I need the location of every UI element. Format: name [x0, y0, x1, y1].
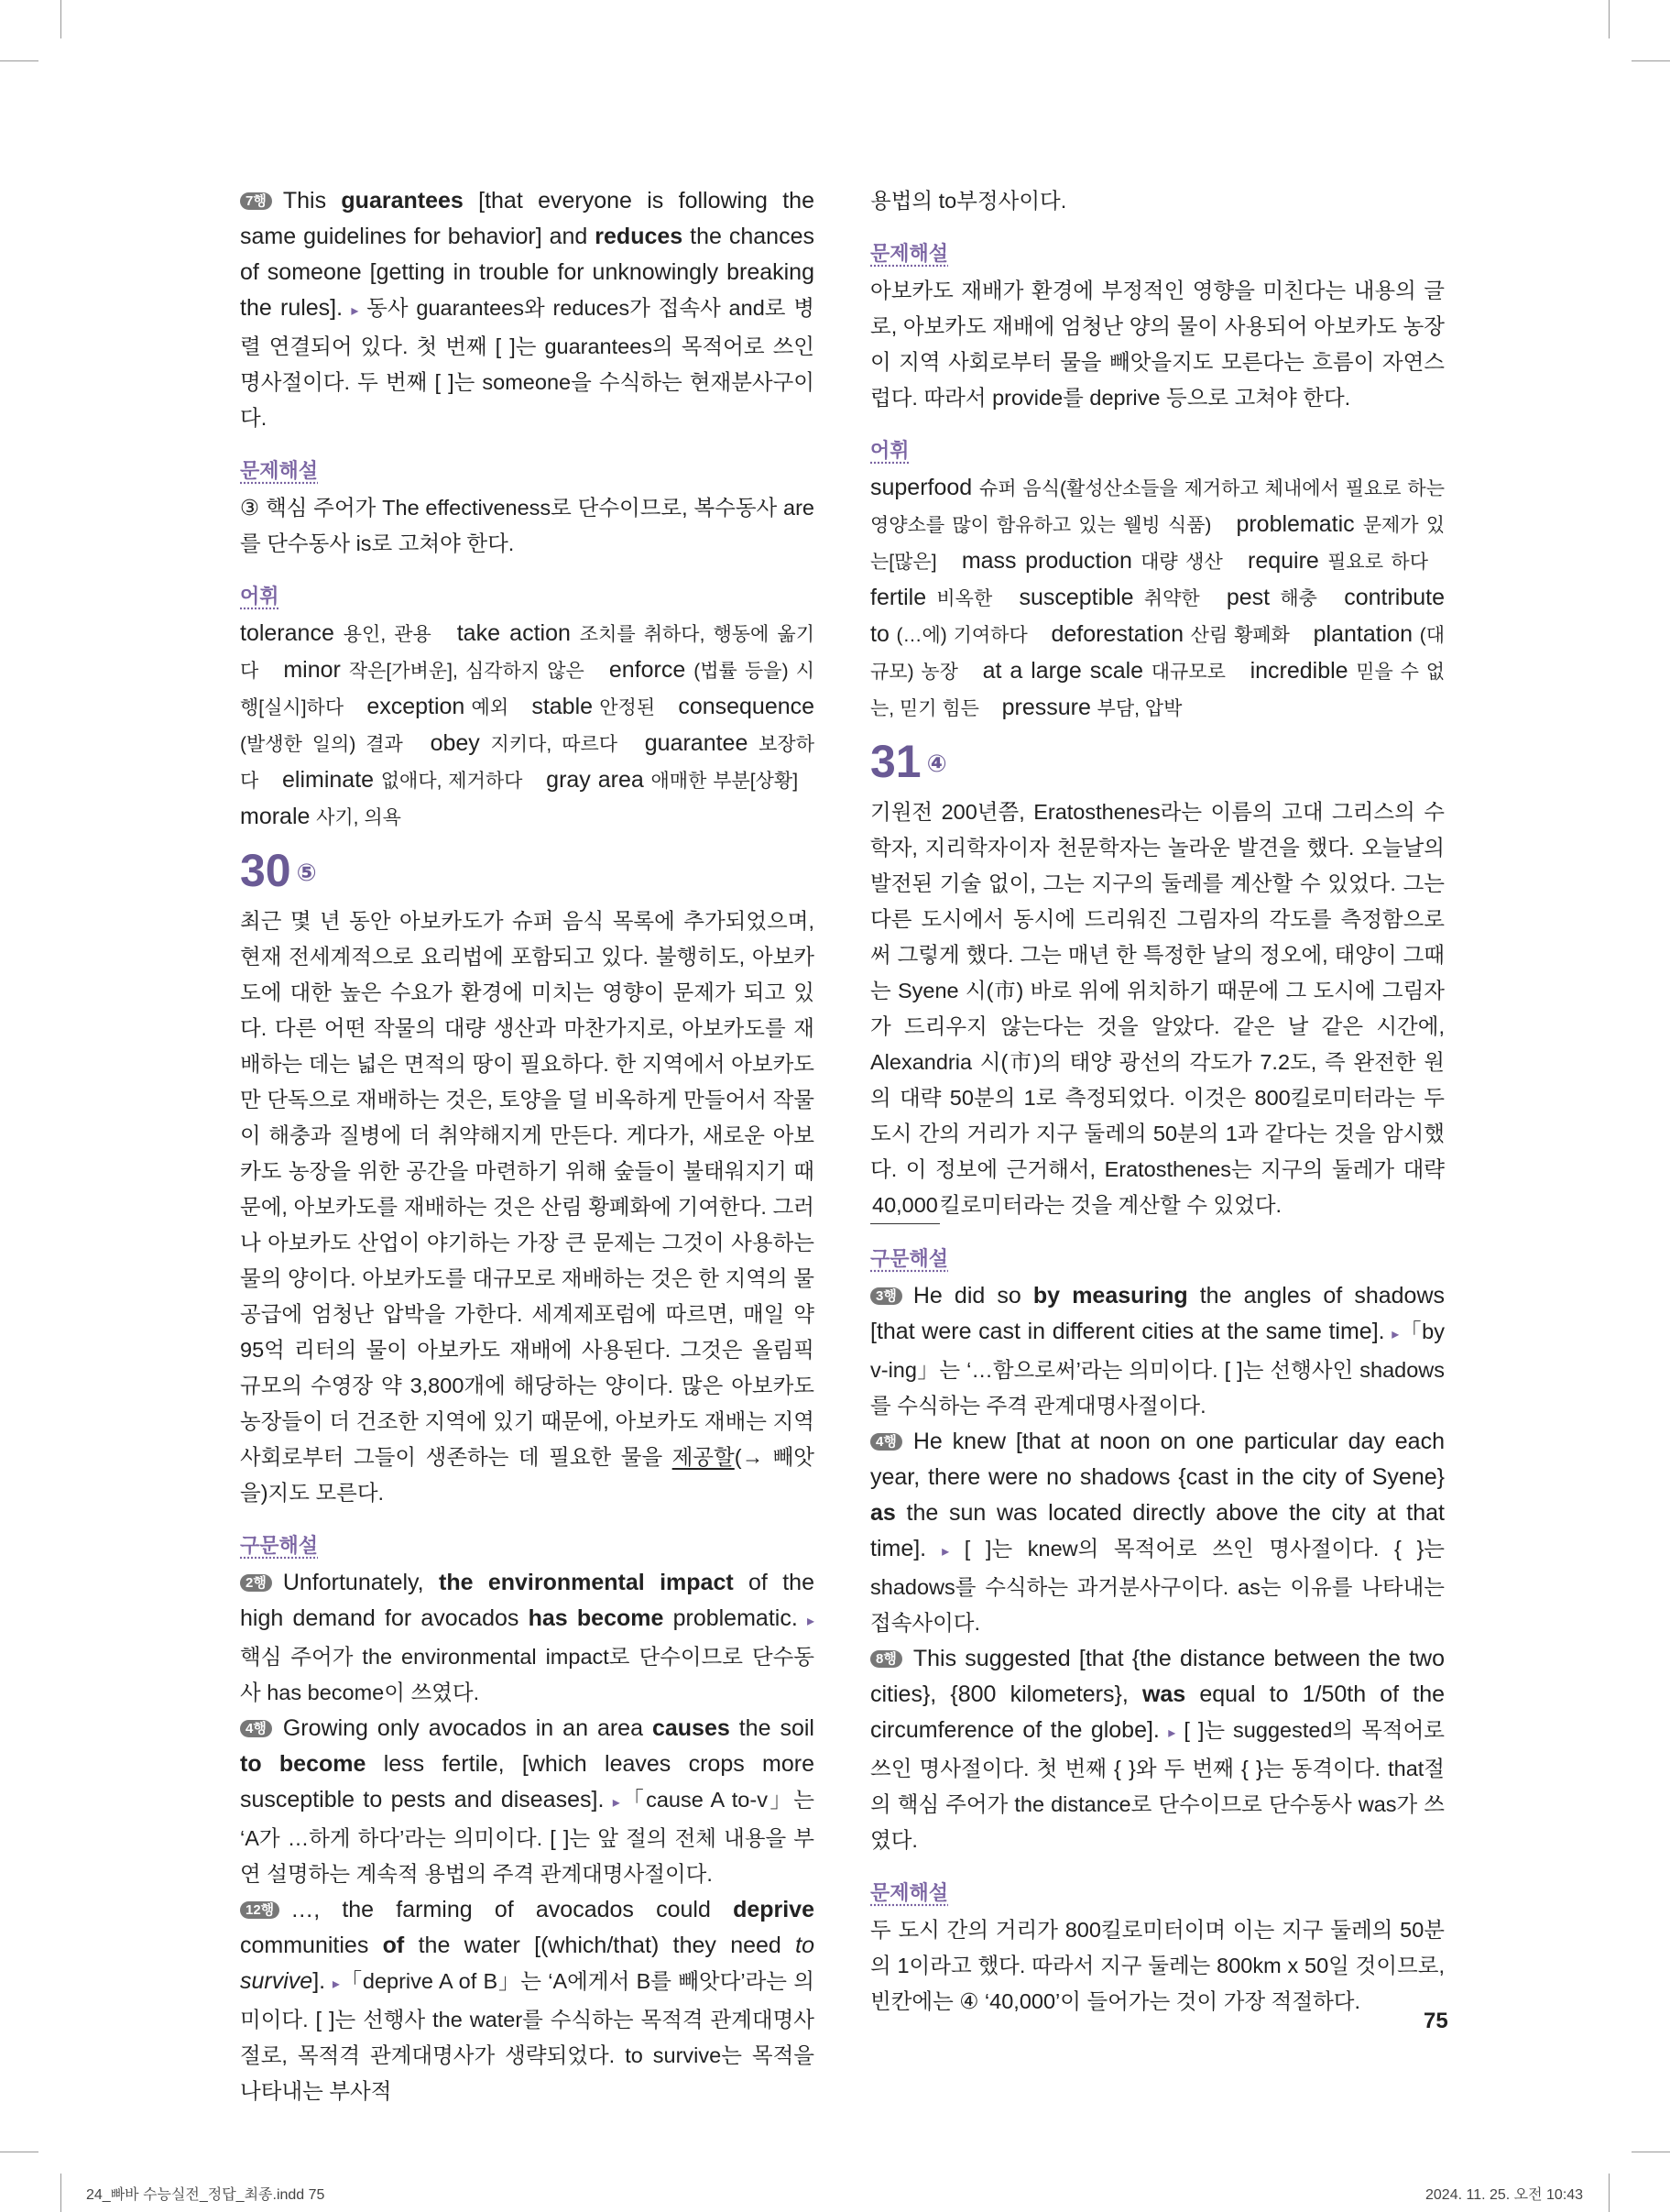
- footer-timestamp: 2024. 11. 25. 오전 10:43: [1425, 2187, 1584, 2203]
- section-heading-syntax: 구문해설: [870, 1247, 949, 1270]
- arrow-icon: ▸: [942, 1544, 950, 1560]
- footer-filename: 24_빠바 수능실전_정답_최종.indd 75: [86, 2187, 325, 2203]
- crop-mark: [60, 2174, 61, 2212]
- explanation-text: 아보카도 재배가 환경에 부정적인 영향을 미친다는 내용의 글로, 아보카도 재배에 엄청난 양의 물이 사용되어 아보카도 농장이 지역 사회로부터 물을 빼앗을지도 모른다는 흐름이 자연스럽다. 따라서 provide를 deprive 등으로 고쳐야 한다.: [870, 279, 1445, 410]
- crop-mark: [0, 60, 38, 61]
- crop-mark: [1609, 2174, 1610, 2212]
- arrow-icon: ▸: [332, 1977, 340, 1992]
- blank-answer: 40,000: [870, 1188, 940, 1224]
- line-tag: 2행: [240, 1574, 272, 1592]
- syntax-note-line2: 2행 Unfortunately, the environmental impact of the high demand for avocados has become problematic. ▸ 핵심 주어가 the environmental impact로 단수이므로 단수동사 has become이 쓰였다.: [240, 1570, 814, 1704]
- line-tag: 8행: [870, 1650, 902, 1668]
- page-number: 75: [1424, 2009, 1448, 2033]
- right-column: [870, 183, 1445, 2020]
- translation-30: 최근 몇 년 동안 아보카도가 슈퍼 음식 목록에 추가되었으며, 현재 전세계적으로 요리법에 포함되고 있다. 불행히도, 아보카도에 대한 높은 수요가 환경에 미치는 영향이 문제가 되고 있다. 다른 어떤 작물의 대량 생산과 마찬가지로, 아보카도를 재배하는 데는 넓은 면적의 땅이 필요하다. 한 지역에서 아보카도만 단독으로 재배하는 것은, 토양을 덜 비옥하게 만들어서 작물이 해충과 질병에 더 취약해지게 만든다. 게다가, 새로운 아보카도 농장을 위한 공간을 마련하기 위해 숲들이 불태워지기 때문에, 아보카도를 재배하는 것은 산림 황폐화에 기여한다. 그러나 아보카도 산업이 야기하는 가장 큰 문제는 그것이 사용하는 물의 양이다. 아보카도를 대규모로 재배하는 것은 한 지역의 물 공급에 엄청난 압박을 가한다. 세계제포럼에 따르면, 매일 약 95억 리터의 물이 아보카도 재배에 사용된다. 그것은 올림픽 규모의 수영장 약 3,800개에 해당하는 양이다. 많은 아보카도 농장들이 더 건조한 지역에 있기 때문에, 아보카도 재배는 지역 사회로부터 그들이 생존하는 데 필요한 물을 제공할(→ 빼앗을)지도 모른다.: [240, 909, 814, 1505]
- section-heading-explanation: 문제해설: [870, 242, 949, 265]
- vocabulary-list: superfood 슈퍼 음식(활성산소들을 제거하고 체내에서 필요로 하는 영양소를 많이 함유하고 있는 웰빙 식품) problematic 문제가 있는[많은] mass production 대량 생산 require 필요로 하다 fertile 비옥한 susceptible 취약한 pest 해충 contribute to (…에) 기여하다 deforestation 산림 황폐화 plantation (대규모) 농장 at a large scale 대규모로 incredible 믿을 수 없는, 믿기 힘든 pressure 부담, 압박: [870, 475, 1446, 720]
- syntax-note-line12: 12행 …, the farming of avocados could deprive communities of the water [(which/that) they need to survive]. ▸「deprive A of B」는 ‘A에게서 B를 빼앗다’라는 의미이다. [ ]는 선행사 the water를 수식하는 목적격 관계대명사절로, 목적격 관계대명사가 생략되었다. to survive는 목적을 나타내는 부사적: [240, 1897, 815, 2103]
- section-heading-explanation: 문제해설: [870, 1881, 949, 1904]
- line-tag: 4행: [870, 1433, 902, 1451]
- syntax-note-line7: 7행 This guarantees [that everyone is following the same guidelines for behavior] and reduces the chances of someone [getting in trouble for unknowingly breaking the rules]. ▸ 동사 guarantees와 reduces가 접속사 and로 병렬 연결되어 있다. 첫 번째 [ ]는 guarantees의 목적어로 쓰인 명사절이다. 두 번째 [ ]는 someone을 수식하는 현재분사구이다.: [240, 188, 814, 430]
- syntax-note-line8: 8행 This suggested [that {the distance between the two cities}, {800 kilometers}, was equal to 1/50th of the circumference of the globe]. ▸ [ ]는 suggested의 목적어로 쓰인 명사절이다. 첫 번째 { }와 두 번째 { }는 동격이다. that절의 핵심 주어가 the distance로 단수이므로 단수동사 was가 쓰였다.: [870, 1646, 1445, 1852]
- vocabulary-list: tolerance 용인, 관용 take action 조치를 취하다, 행동에 옮기다 minor 작은[가벼운], 심각하지 않은 enforce (법률 등을) 시행[실시]하다 exception 예외 stable 안정된 consequence (발생한 일의) 결과 obey 지키다, 따르다 guarantee 보장하다 eliminate 없애다, 제거하다 gray area 애매한 부분[상황] morale 사기, 의욕: [240, 620, 815, 829]
- syntax-note-line4: 4행 He knew [that at noon on one particular day each year, there were no shadows {cast in the city of Syene} as the sun was located directly above the city at that time]. ▸ [ ]는 knew의 목적어로 쓰인 명사절이다. { }는 shadows를 수식하는 과거분사구이다. as는 이유를 나타내는 접속사이다.: [870, 1429, 1445, 1635]
- continued-text: 용법의 to부정사이다.: [870, 189, 1067, 213]
- section-heading-vocabulary: 어휘: [240, 585, 279, 608]
- section-heading-explanation: 문제해설: [240, 459, 319, 482]
- syntax-note-line4: 4행 Growing only avocados in an area causes the soil to become less fertile, [which leaves crops more susceptible to pests and diseases]. ▸「cause A to-v」는 ‘A가 …하게 하다’라는 의미이다. [ ]는 앞 절의 전체 내용을 부연 설명하는 계속적 용법의 주격 관계대명사절이다.: [240, 1715, 814, 1886]
- arrow-icon: ▸: [612, 1795, 620, 1811]
- crop-mark: [1609, 0, 1610, 38]
- answer-mark: ⑤: [296, 859, 317, 886]
- crop-mark: [1632, 60, 1670, 61]
- translation-31: 기원전 200년쯤, Eratosthenes라는 이름의 고대 그리스의 수학자, 지리학자이자 천문학자는 놀라운 발견을 했다. 오늘날의 발전된 기술 없이, 그는 지구의 둘레를 계산할 수 있었다. 그는 다른 도시에서 동시에 드리워진 그림자의 각도를 측정함으로써 그렇게 했다. 그는 매년 한 특정한 날의 정오에, 태양이 그때는 Syene 시(市) 바로 위에 위치하기 때문에 그 도시에 그림자가 드리우지 않는다는 것을 알았다. 같은 날 같은 시간에, Alexandria 시(市)의 태양 광선의 각도가 7.2도, 즉 완전한 원의 대략 50분의 1로 측정되었다. 이것은 800킬로미터라는 두 도시 간의 거리가 지구 둘레의 50분의 1과 같다는 것을 암시했다. 이 정보에 근거해서, Eratosthenes는 지구의 둘레가 대략 40,000킬로미터라는 것을 계산할 수 있었다.: [870, 794, 1445, 1224]
- answer-mark: ④: [926, 750, 947, 777]
- line-tag: 4행: [240, 1720, 272, 1737]
- question-number-31: 31 ④: [870, 736, 947, 787]
- syntax-note-line3: 3행 He did so by measuring the angles of shadows [that were cast in different cities at the same time]. ▸「by v-ing」는 ‘…함으로써’라는 의미이다. [ ]는 선행사인 shadows를 수식하는 주격 관계대명사절이다.: [870, 1283, 1445, 1418]
- line-tag: 3행: [870, 1287, 902, 1305]
- explanation-text: ③ 핵심 주어가 The effectiveness로 단수이므로, 복수동사 are를 단수동사 is로 고쳐야 한다.: [240, 496, 814, 555]
- line-tag: 7행: [240, 192, 272, 210]
- question-number-30: 30 ⑤: [240, 845, 317, 896]
- crop-mark: [60, 0, 61, 38]
- line-tag: 12행: [240, 1901, 279, 1919]
- explanation-text: 두 도시 간의 거리가 800킬로미터이며 이는 지구 둘레의 50분의 1이라고 했다. 따라서 지구 둘레는 800km x 50일 것이므로, 빈칸에는 ④ ‘40,000’이 들어가는 것이 가장 적절하다.: [870, 1918, 1445, 2013]
- section-heading-syntax: 구문해설: [240, 1534, 319, 1557]
- section-heading-vocabulary: 어휘: [870, 439, 910, 462]
- arrow-icon: ▸: [806, 1614, 814, 1629]
- left-column: [240, 183, 814, 2109]
- arrow-icon: ▸: [351, 303, 359, 319]
- arrow-icon: ▸: [1168, 1725, 1176, 1741]
- arrow-icon: ▸: [1392, 1327, 1400, 1342]
